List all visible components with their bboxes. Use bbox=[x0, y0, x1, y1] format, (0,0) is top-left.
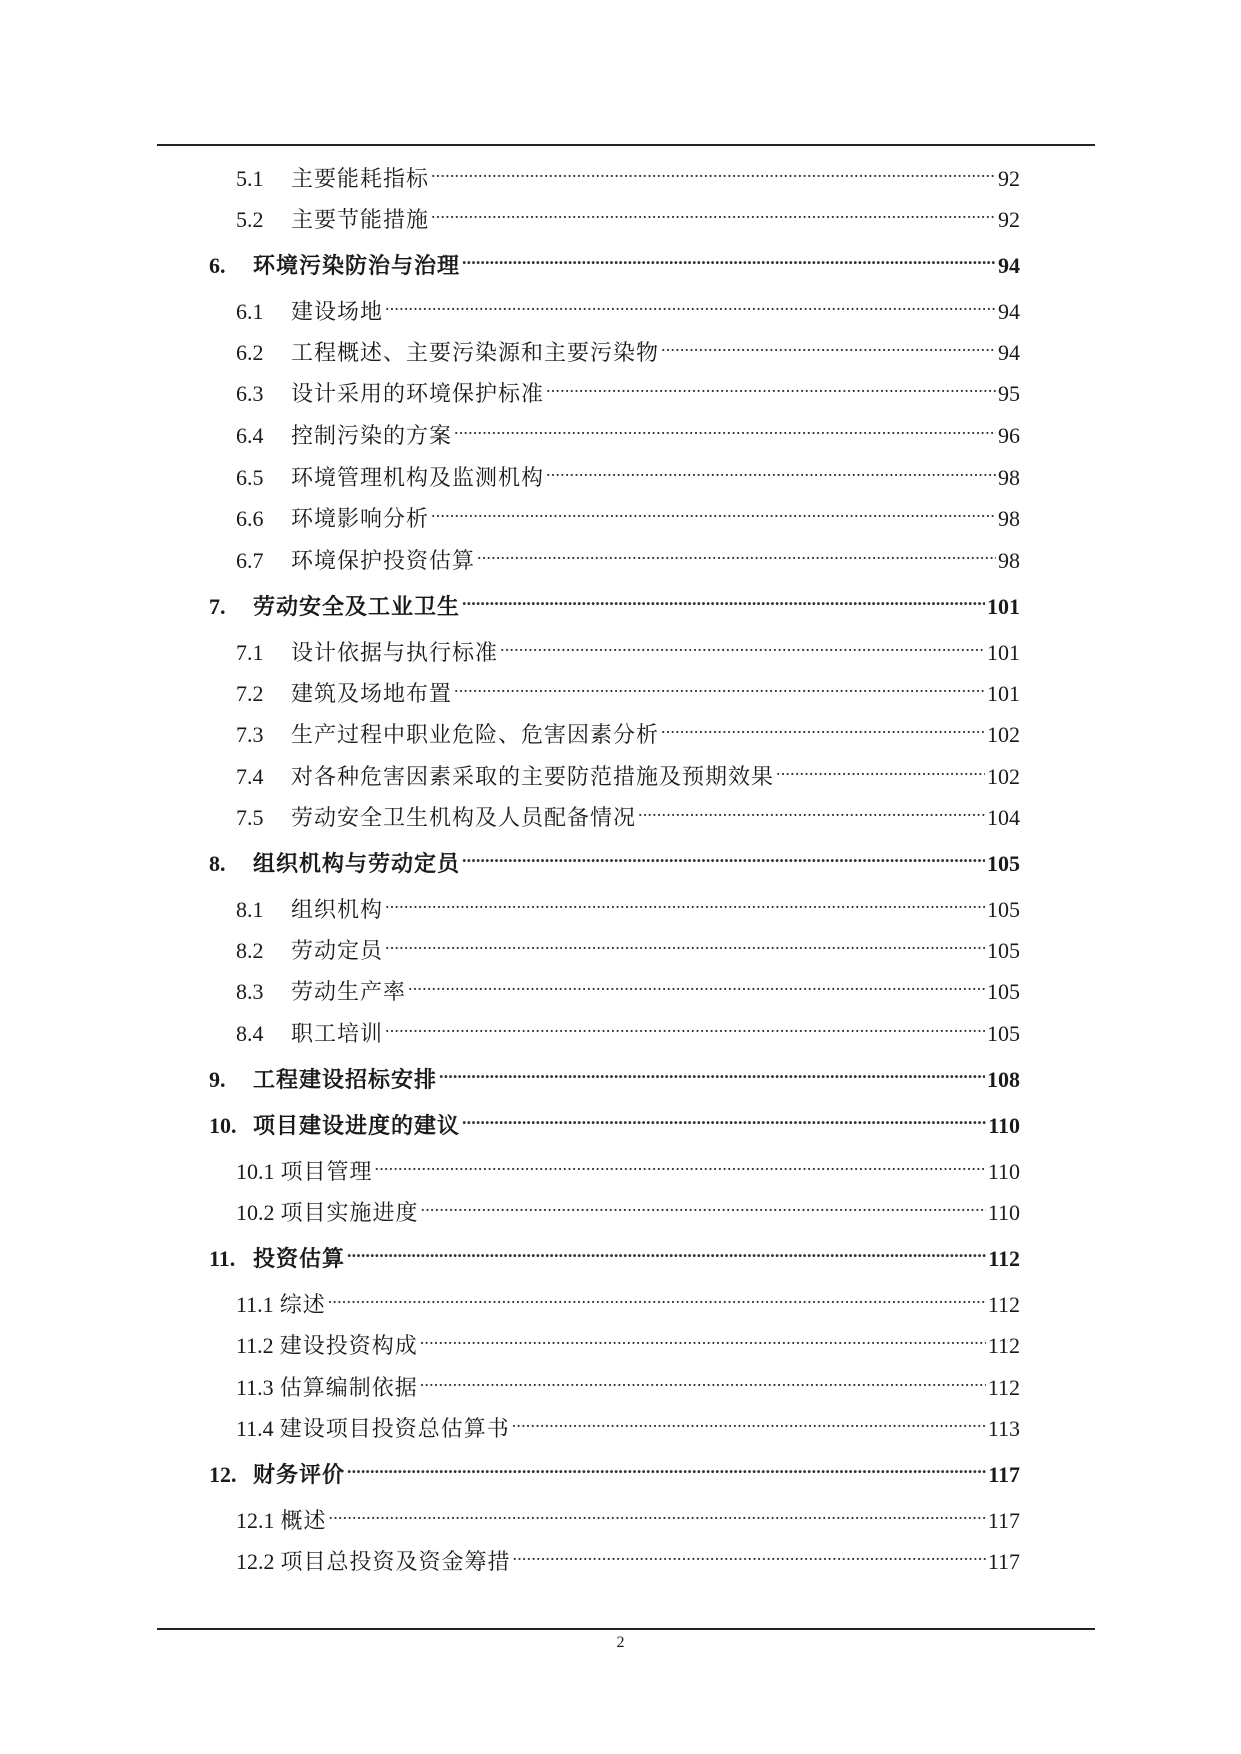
toc-entry-title: 设计依据与执行标准 bbox=[291, 640, 499, 665]
toc-entry-number: 11.3 bbox=[236, 1375, 274, 1400]
toc-dot-leader bbox=[385, 924, 985, 958]
toc-entry-number: 6.4 bbox=[236, 423, 264, 448]
toc-entry-title: 财务评价 bbox=[253, 1462, 346, 1487]
toc-entry-title: 控制污染的方案 bbox=[291, 423, 453, 448]
toc-entry-number: 7.3 bbox=[236, 722, 264, 747]
toc-entry-number: 5.1 bbox=[236, 166, 264, 191]
toc-entry-page: 105 bbox=[987, 1021, 1020, 1046]
toc-dot-leader bbox=[462, 239, 996, 273]
toc-entry-page: 95 bbox=[998, 381, 1020, 406]
toc-chapter-entry[interactable] bbox=[209, 837, 1020, 876]
toc-section-entry[interactable] bbox=[236, 1278, 1020, 1317]
toc-section-entry[interactable] bbox=[236, 152, 1020, 191]
toc-dot-leader bbox=[462, 580, 985, 614]
toc-dot-leader bbox=[661, 326, 996, 360]
toc-entry-page: 101 bbox=[987, 640, 1020, 665]
toc-entry-number: 7.1 bbox=[236, 640, 264, 665]
toc-dot-leader bbox=[385, 883, 985, 917]
toc-section-entry[interactable] bbox=[236, 708, 1020, 747]
toc-section-entry[interactable] bbox=[236, 367, 1020, 406]
toc-entry-title: 概述 bbox=[280, 1508, 327, 1533]
toc-entry-number: 7.4 bbox=[236, 764, 264, 789]
toc-section-entry[interactable] bbox=[236, 451, 1020, 490]
toc-entry-title: 环境保护投资估算 bbox=[291, 548, 476, 573]
toc-chapter-entry[interactable] bbox=[209, 1232, 1020, 1271]
toc-dot-leader bbox=[420, 1319, 986, 1353]
toc-entry-page: 112 bbox=[987, 1333, 1020, 1358]
toc-entry-title: 环境影响分析 bbox=[291, 506, 430, 531]
toc-entry-page: 105 bbox=[987, 897, 1020, 922]
toc-section-entry[interactable] bbox=[236, 1186, 1020, 1225]
toc-entry-page: 110 bbox=[988, 1113, 1020, 1138]
toc-entry-page: 110 bbox=[987, 1159, 1020, 1184]
toc-entry-number: 10. bbox=[209, 1113, 237, 1138]
toc-dot-leader bbox=[439, 1053, 985, 1087]
toc-entry-page: 94 bbox=[998, 253, 1020, 278]
toc-section-entry[interactable] bbox=[236, 285, 1020, 324]
toc-dot-leader bbox=[546, 451, 996, 485]
toc-section-entry[interactable] bbox=[236, 1535, 1020, 1574]
toc-section-entry[interactable] bbox=[236, 750, 1020, 789]
toc-dot-leader bbox=[661, 708, 985, 742]
toc-entry-page: 110 bbox=[987, 1200, 1020, 1225]
toc-entry-title: 主要节能措施 bbox=[291, 207, 430, 232]
toc-dot-leader bbox=[546, 367, 996, 401]
toc-chapter-entry[interactable] bbox=[209, 1448, 1020, 1487]
toc-entry-title: 组织机构与劳动定员 bbox=[253, 851, 461, 876]
toc-entry-page: 105 bbox=[987, 979, 1020, 1004]
toc-entry-page: 92 bbox=[998, 207, 1020, 232]
toc-entry-number: 7.2 bbox=[236, 681, 264, 706]
toc-entry-page: 105 bbox=[987, 938, 1020, 963]
toc-entry-title: 工程概述、主要污染源和主要污染物 bbox=[291, 340, 660, 365]
toc-entry-page: 102 bbox=[987, 764, 1020, 789]
toc-chapter-entry[interactable] bbox=[209, 1053, 1020, 1092]
toc-entry-title: 项目建设进度的建议 bbox=[253, 1113, 461, 1138]
toc-entry-number: 11.1 bbox=[236, 1292, 274, 1317]
toc-section-entry[interactable] bbox=[236, 1402, 1020, 1441]
toc-entry-title: 估算编制依据 bbox=[279, 1375, 418, 1400]
toc-entry-title: 劳动安全卫生机构及人员配备情况 bbox=[291, 805, 637, 830]
toc-entry-number: 6.3 bbox=[236, 381, 264, 406]
toc-entry-number: 11.2 bbox=[236, 1333, 274, 1358]
toc-entry-number: 8.4 bbox=[236, 1021, 264, 1046]
toc-entry-page: 112 bbox=[987, 1375, 1020, 1400]
toc-dot-leader bbox=[776, 750, 985, 784]
toc-dot-leader bbox=[512, 1402, 986, 1436]
toc-entry-page: 113 bbox=[987, 1416, 1020, 1441]
toc-dot-leader bbox=[462, 837, 985, 871]
toc-entry-number: 6.1 bbox=[236, 299, 264, 324]
toc-dot-leader bbox=[431, 492, 996, 526]
toc-entry-number: 8.2 bbox=[236, 938, 264, 963]
toc-entry-title: 项目实施进度 bbox=[280, 1200, 419, 1225]
toc-entry-title: 环境管理机构及监测机构 bbox=[291, 465, 545, 490]
toc-entry-title: 建设场地 bbox=[291, 299, 384, 324]
toc-dot-leader bbox=[638, 791, 985, 825]
toc-entry-title: 劳动定员 bbox=[291, 938, 384, 963]
toc-section-entry[interactable] bbox=[236, 924, 1020, 963]
toc-entry-title: 劳动生产率 bbox=[291, 979, 407, 1004]
toc-entry-title: 组织机构 bbox=[291, 897, 384, 922]
toc-section-entry[interactable] bbox=[236, 1319, 1020, 1358]
toc-entry-number: 6.6 bbox=[236, 506, 264, 531]
toc-section-entry[interactable] bbox=[236, 883, 1020, 922]
toc-dot-leader bbox=[385, 285, 996, 319]
toc-entry-number: 6.7 bbox=[236, 548, 264, 573]
toc-dot-leader bbox=[454, 409, 996, 443]
toc-entry-number: 6. bbox=[209, 253, 226, 278]
toc-entry-page: 101 bbox=[987, 681, 1020, 706]
toc-entry-title: 对各种危害因素采取的主要防范措施及预期效果 bbox=[291, 764, 775, 789]
toc-entry-number: 5.2 bbox=[236, 207, 264, 232]
toc-entry-number: 8. bbox=[209, 851, 226, 876]
toc-entry-title: 建设项目投资总估算书 bbox=[279, 1416, 510, 1441]
toc-dot-leader bbox=[385, 1007, 985, 1041]
toc-dot-leader bbox=[462, 1099, 986, 1133]
toc-entry-page: 101 bbox=[987, 594, 1020, 619]
toc-dot-leader bbox=[347, 1448, 986, 1482]
toc-entry-number: 6.5 bbox=[236, 465, 264, 490]
toc-entry-page: 98 bbox=[998, 465, 1020, 490]
toc-dot-leader bbox=[408, 965, 985, 999]
toc-entry-number: 11.4 bbox=[236, 1416, 274, 1441]
toc-entry-number: 6.2 bbox=[236, 340, 264, 365]
toc-entry-page: 117 bbox=[987, 1549, 1020, 1574]
toc-entry-number: 12.1 bbox=[236, 1508, 275, 1533]
toc-entry-title: 职工培训 bbox=[291, 1021, 384, 1046]
toc-chapter-entry[interactable] bbox=[209, 580, 1020, 619]
toc-dot-leader bbox=[329, 1494, 986, 1528]
toc-dot-leader bbox=[421, 1186, 986, 1220]
toc-entry-page: 98 bbox=[998, 506, 1020, 531]
toc-entry-title: 劳动安全及工业卫生 bbox=[253, 594, 461, 619]
toc-entry-page: 117 bbox=[987, 1508, 1020, 1533]
toc-entry-title: 项目总投资及资金筹措 bbox=[280, 1549, 511, 1574]
toc-dot-leader bbox=[431, 152, 996, 186]
header-rule bbox=[157, 144, 1095, 146]
toc-entry-number: 12.2 bbox=[236, 1549, 275, 1574]
toc-section-entry[interactable] bbox=[236, 1145, 1020, 1184]
toc-section-entry[interactable] bbox=[236, 492, 1020, 531]
toc-section-entry[interactable] bbox=[236, 326, 1020, 365]
toc-entry-page: 94 bbox=[998, 299, 1020, 324]
toc-entry-number: 8.3 bbox=[236, 979, 264, 1004]
toc-entry-number: 11. bbox=[209, 1246, 236, 1271]
toc-chapter-entry[interactable] bbox=[209, 1099, 1020, 1138]
toc-entry-page: 105 bbox=[987, 851, 1020, 876]
toc-entry-number: 12. bbox=[209, 1462, 237, 1487]
toc-entry-number: 8.1 bbox=[236, 897, 264, 922]
toc-chapter-entry[interactable] bbox=[209, 239, 1020, 278]
toc-entry-page: 112 bbox=[988, 1246, 1020, 1271]
toc-section-entry[interactable] bbox=[236, 1007, 1020, 1046]
toc-entry-page: 117 bbox=[988, 1462, 1020, 1487]
toc-dot-leader bbox=[513, 1535, 986, 1569]
toc-section-entry[interactable] bbox=[236, 791, 1020, 830]
toc-entry-page: 108 bbox=[987, 1067, 1020, 1092]
toc-dot-leader bbox=[477, 534, 996, 568]
toc-section-entry[interactable] bbox=[236, 1361, 1020, 1400]
toc-entry-number: 7. bbox=[209, 594, 226, 619]
toc-entry-title: 环境污染防治与治理 bbox=[253, 253, 461, 278]
toc-entry-page: 112 bbox=[987, 1292, 1020, 1317]
toc-dot-leader bbox=[500, 626, 985, 660]
toc-entry-page: 98 bbox=[998, 548, 1020, 573]
toc-dot-leader bbox=[420, 1361, 986, 1395]
toc-entry-title: 综述 bbox=[279, 1292, 326, 1317]
toc-entry-title: 工程建设招标安排 bbox=[253, 1067, 438, 1092]
toc-section-entry[interactable] bbox=[236, 667, 1020, 706]
toc-entry-title: 建设投资构成 bbox=[279, 1333, 418, 1358]
toc-section-entry[interactable] bbox=[236, 534, 1020, 573]
toc-entry-number: 10.2 bbox=[236, 1200, 275, 1225]
toc-section-entry[interactable] bbox=[236, 965, 1020, 1004]
toc-entry-page: 104 bbox=[987, 805, 1020, 830]
toc-entry-title: 设计采用的环境保护标准 bbox=[291, 381, 545, 406]
toc-dot-leader bbox=[454, 667, 985, 701]
toc-entry-page: 92 bbox=[998, 166, 1020, 191]
toc-entry-title: 投资估算 bbox=[253, 1246, 346, 1271]
toc-entry-page: 96 bbox=[998, 423, 1020, 448]
toc-entry-title: 主要能耗指标 bbox=[291, 166, 430, 191]
toc-entry-number: 10.1 bbox=[236, 1159, 275, 1184]
toc-entry-number: 7.5 bbox=[236, 805, 264, 830]
toc-entry-page: 94 bbox=[998, 340, 1020, 365]
toc-section-entry[interactable] bbox=[236, 409, 1020, 448]
toc-entry-title: 项目管理 bbox=[280, 1159, 373, 1184]
toc-entry-title: 生产过程中职业危险、危害因素分析 bbox=[291, 722, 660, 747]
toc-entry-number: 9. bbox=[209, 1067, 226, 1092]
toc-dot-leader bbox=[347, 1232, 986, 1266]
toc-section-entry[interactable] bbox=[236, 1494, 1020, 1533]
toc-dot-leader bbox=[431, 193, 996, 227]
toc-section-entry[interactable] bbox=[236, 626, 1020, 665]
toc-entry-page: 102 bbox=[987, 722, 1020, 747]
toc-dot-leader bbox=[328, 1278, 986, 1312]
page-number: 2 bbox=[616, 1634, 625, 1651]
toc-section-entry[interactable] bbox=[236, 193, 1020, 232]
toc-dot-leader bbox=[375, 1145, 986, 1179]
toc-entry-title: 建筑及场地布置 bbox=[291, 681, 453, 706]
